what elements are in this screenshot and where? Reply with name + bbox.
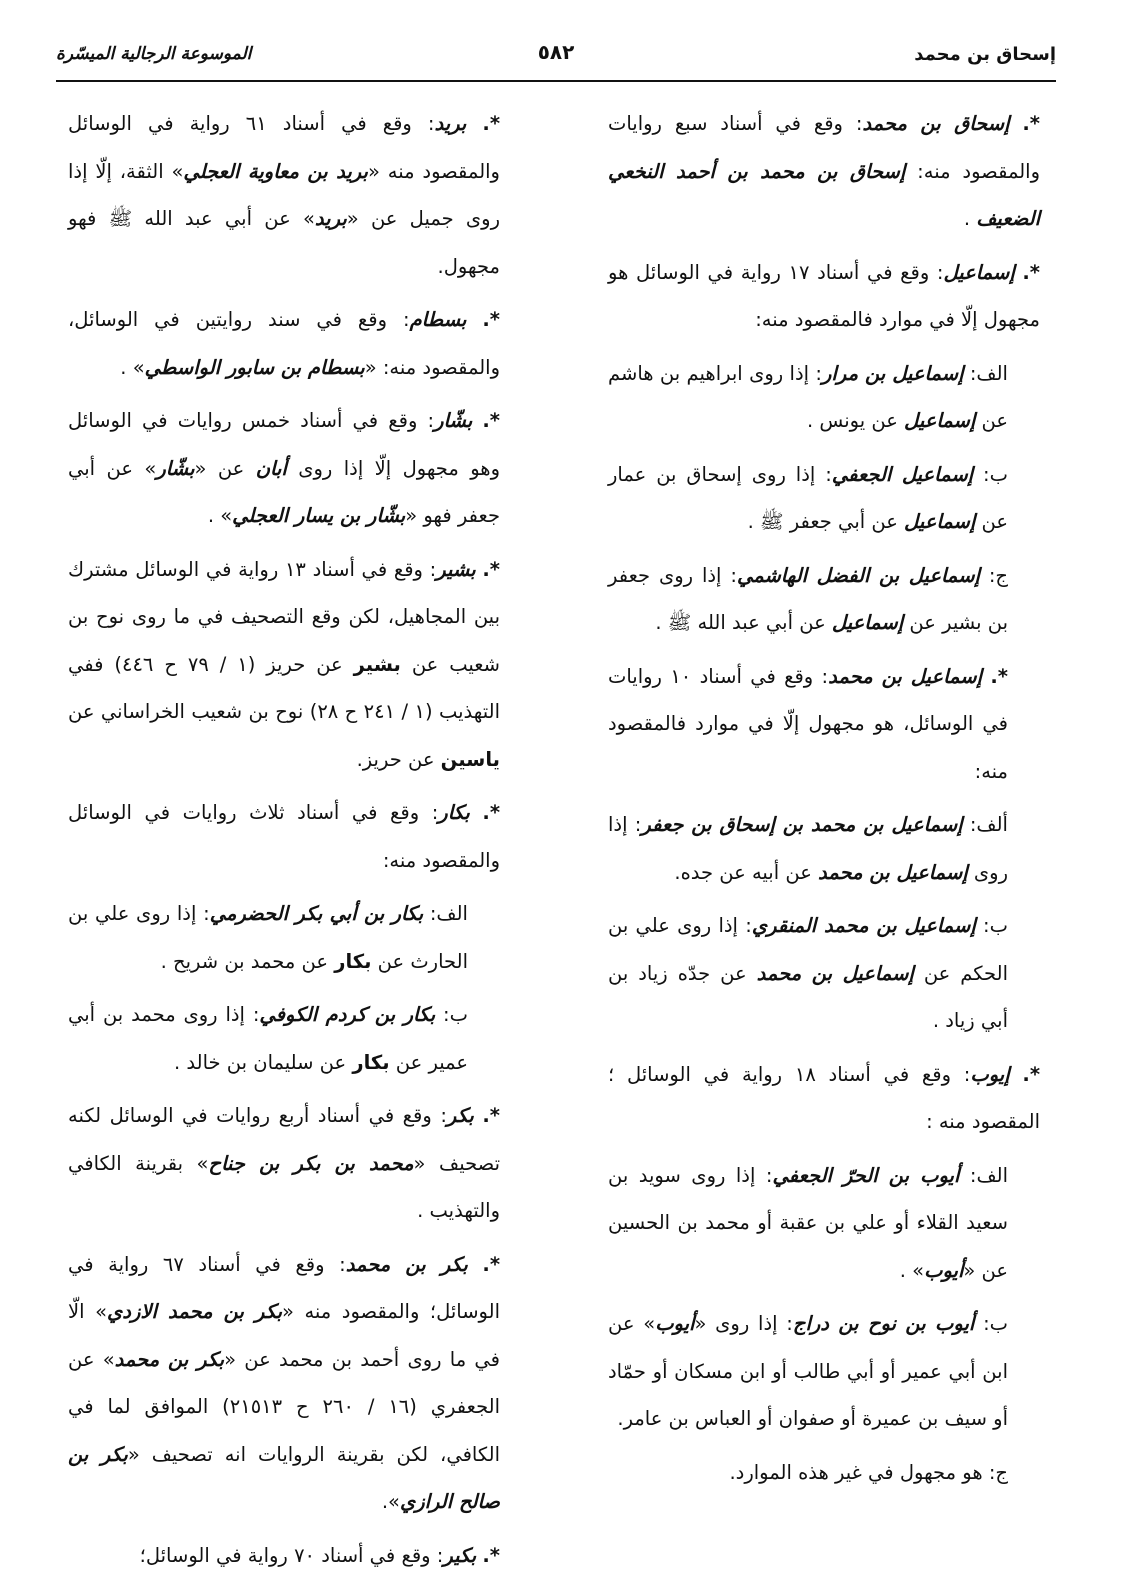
entry-headword: بكر بن محمد (345, 1252, 468, 1276)
subentry-ayyub-alif (608, 1152, 1008, 1295)
subentry-ismail-jim (608, 552, 1008, 647)
entry-bullet: *. (482, 801, 501, 824)
entry-bullet: *. (1022, 260, 1040, 284)
subentry-text: : إذا روى علي بن الحارث عن (68, 902, 468, 973)
subentry-text: : إذا روى « (694, 1312, 793, 1335)
running-head-left: الموسوعة الرجالية الميسّرة (56, 44, 252, 64)
entry-bakr (68, 1092, 500, 1235)
subentry-bakkar-ba (68, 991, 468, 1086)
subentry-ayyub-ba (608, 1300, 1008, 1443)
entry-reference: بريد (314, 207, 347, 230)
entry-bullet: *. (990, 664, 1008, 688)
entry-ayyub (608, 1051, 1040, 1146)
subentry-reference: بكار (334, 949, 372, 973)
subentry-reference: أيوب (924, 1258, 964, 1282)
subentry-text: : إذا روى جعفر بن بشير عن (608, 563, 1008, 634)
entry-text: : وقع في سند روايتين في الوسائل، والمقصود منه: « (68, 308, 500, 379)
right-column (608, 100, 1040, 1502)
subentry-reference: بكار (352, 1050, 390, 1074)
subentry-ayyub-jim (608, 1449, 1008, 1497)
subentry-ismail-ba (608, 451, 1008, 546)
running-head-right: إسحاق بن محمد (914, 44, 1056, 65)
subentry-reference: أيوب (655, 1312, 695, 1335)
subentry-tag: ب: (435, 1003, 468, 1026)
subentry-tag: الف: (423, 902, 468, 925)
entry-text: » عن أبي جعفر فهو « (68, 456, 500, 527)
subentry-headword: إسماعيل بن محمد بن إسحاق بن جعفر (641, 813, 963, 836)
entry-reference: بشّار (156, 456, 195, 480)
subentry-ismail-muhammad-ba (608, 902, 1008, 1045)
subentry-tag: ب: (974, 1312, 1009, 1335)
entry-ismail (608, 249, 1040, 344)
subentry-reference: إسماعيل بن محمد (818, 860, 968, 884)
entry-bashshar (68, 397, 500, 540)
subentry-tag: الف: (963, 361, 1008, 385)
entry-bullet: *. (482, 1104, 500, 1127)
subentry-reference: إسماعيل بن محمد (756, 961, 914, 985)
left-column (68, 100, 500, 1585)
entry-reference: أبان (255, 456, 287, 480)
subentry-text: » عن ابن أبي عمير أو أبي طالب أو ابن مسكان أو حمّاد أو سيف بن عميرة أو صفوان أو العباس بن عامر. (608, 1312, 1008, 1430)
entry-headword: بريد (434, 112, 467, 135)
entry-bullet: *. (1022, 1062, 1041, 1086)
entry-text: » . (207, 504, 233, 527)
entry-headword: بكار (438, 801, 470, 824)
entry-text: : وقع في أسناد ١٣ رواية في الوسائل مشترك بين المجاهيل، لكن وقع التصحيف في ما روى نوح بن شعيب عن (68, 557, 501, 676)
subentry-tag: ب: (973, 462, 1008, 486)
entry-reference: إسحاق بن محمد بن أحمد النخعي الضعيف (608, 159, 1040, 230)
entry-reference: بسطام بن سابور الواسطي (144, 355, 365, 379)
entry-bakkar (68, 789, 500, 884)
subentry-text: : إذا روى علي بن الحكم عن (608, 914, 1008, 985)
subentry-tag: ب: (975, 914, 1008, 937)
entry-text: : وقع في أسناد ٦١ رواية في الوسائل والمقصود منه « (68, 112, 500, 183)
page-header (56, 30, 1056, 82)
entry-ishaq-bin-muhammad (608, 100, 1040, 243)
subentry-ismail-muhammad-alif (608, 801, 1008, 896)
entry-burayd (68, 100, 500, 290)
subentry-ismail-alif (608, 350, 1008, 445)
entry-text: » عن أبي عبد الله ﷺ فهو مجهول. (68, 207, 500, 278)
entry-reference: بكر بن محمد الازدي (107, 1300, 283, 1323)
entry-headword: إسحاق بن محمد (862, 112, 1010, 135)
entry-text: عن حريز. (356, 747, 441, 771)
entry-bakr-bin-muhammad (68, 1241, 500, 1526)
subentry-headword: بكار بن كردم الكوفي (259, 1003, 436, 1026)
page-number: ٥٨٢ (537, 40, 575, 64)
entry-text: » . (120, 355, 145, 379)
entry-bullet: *. (482, 409, 500, 432)
entry-text: » الّا في ما روى أحمد بن محمد عن « (68, 1300, 500, 1371)
subentry-headword: بكار بن أبي بكر الحضرمي (209, 902, 424, 925)
entry-text: ». (381, 1490, 400, 1513)
subentry-tag: ج: (982, 1460, 1008, 1484)
entry-headword: إسماعيل بن محمد (828, 664, 983, 688)
subentry-text: عن أبيه عن جده. (674, 860, 819, 884)
entry-headword: بشّار (434, 409, 473, 432)
entry-text: عن « (194, 456, 256, 480)
entry-bullet: *. (482, 1543, 500, 1567)
subentry-headword: إسماعيل بن الفضل الهاشمي (736, 563, 980, 587)
subentry-text: » . (899, 1258, 925, 1282)
entry-text: : وقع في أسناد خمس روايات في الوسائل وهو مجهول إلّا إذا روى (68, 409, 501, 480)
entry-headword: إيوب (970, 1062, 1010, 1086)
entry-text: : وقع في أسناد سبع روايات والمقصود منه: (608, 112, 1040, 183)
entry-headword: إسماعيل (943, 260, 1015, 284)
subentry-reference: إسماعيل (904, 409, 976, 432)
entry-text: : وقع في أسناد ١٨ رواية في الوسائل ؛ المقصود منه : (608, 1062, 1040, 1133)
entry-text: عن حريز (١ / ٧٩ ح ٤٤٦) ففي التهذيب (١ / ٢٤١ ح ٢٨) نوح بن شعيب الخراساني عن (68, 652, 500, 723)
entry-text: . (963, 207, 977, 230)
subentry-tag: الف: (959, 1163, 1008, 1187)
subentry-text: عن سليمان بن خالد . (174, 1050, 353, 1074)
entry-reference: بكر بن محمد (114, 1347, 225, 1371)
entry-bullet: *. (482, 112, 501, 135)
entry-reference: ياسين (440, 747, 500, 771)
subentry-text: : إذا روى ابراهيم بن هاشم عن (608, 361, 1008, 432)
entry-headword: بشير (436, 557, 476, 581)
subentry-text: : إذا روى (608, 813, 1008, 884)
subentry-tag: ألف: (962, 813, 1008, 836)
entry-headword: بكير (443, 1543, 477, 1567)
entry-text: » الثقة، إلّا إذا روى جميل عن « (68, 159, 500, 230)
subentry-bakkar-alif (68, 890, 468, 985)
subentry-headword: إسماعيل الجعفي (831, 462, 974, 486)
subentry-text: عن محمد بن شريح . (160, 949, 335, 973)
entry-headword: بكر (446, 1104, 474, 1127)
entry-bukayr (68, 1532, 500, 1580)
subentry-text: : إذا روى إسحاق بن عمار عن (608, 462, 1008, 533)
subentry-text: عن جدّه زياد بن أبي زياد . (608, 961, 1008, 1032)
entry-text: : وقع في أسناد ١٧ رواية في الوسائل هو مجهول إلّا في موارد فالمقصود منه: (608, 260, 1040, 331)
entry-ismail-bin-muhammad (608, 653, 1008, 796)
entry-text: : وقع في أسناد أربع روايات في الوسائل لكنه تصحيف « (68, 1104, 500, 1175)
entry-headword: بسطام (409, 308, 467, 331)
entry-bullet: *. (482, 1252, 501, 1276)
entry-reference: بشّار بن يسار العجلي (232, 504, 406, 527)
entry-reference: محمد بن بكر بن جناح (208, 1151, 414, 1175)
subentry-text: : إذا روى محمد بن أبي عمير عن (68, 1003, 468, 1074)
entry-bullet: *. (1022, 112, 1040, 135)
subentry-reference: إسماعيل (831, 611, 904, 634)
entry-text: » عن الجعفري (١٦ / ٢٦٠ ح ٢١٥١٣) الموافق لما في الكافي، لكن بقرينة الروايات انه تصحيف « (68, 1347, 501, 1466)
subentry-headword: أيوب بن الحرّ الجعفي (772, 1163, 960, 1187)
entry-text: : وقع في أسناد ١٠ روايات في الوسائل، هو مجهول إلّا في موارد فالمقصود منه: (608, 664, 1008, 783)
entry-text: : وقع في أسناد ٧٠ رواية في الوسائل؛ (139, 1543, 444, 1567)
entry-bullet: *. (482, 308, 500, 331)
entry-bashir (68, 546, 500, 784)
entry-reference: بكر بن صالح الرازي (68, 1442, 500, 1513)
subentry-headword: أيوب بن نوح بن دراج (792, 1312, 975, 1335)
entry-bullet: *. (482, 557, 500, 581)
subentry-text: هو مجهول في غير هذه الموارد. (729, 1460, 983, 1484)
subentry-text: عن يونس . (806, 409, 905, 432)
subentry-text: : إذا روى سويد بن سعيد القلاء أو علي بن عقبة أو محمد بن الحسين عن « (608, 1163, 1008, 1282)
entry-reference: بريد بن معاوية العجلي (183, 159, 368, 183)
subentry-headword: إسماعيل بن مرار (822, 361, 964, 385)
entry-reference: بشير (353, 652, 401, 676)
subentry-text: عن أبي جعفر ﷺ . (747, 510, 905, 533)
subentry-headword: إسماعيل بن محمد المنقري (751, 914, 976, 937)
subentry-tag: ج: (979, 563, 1008, 587)
subentry-text: عن أبي عبد الله ﷺ . (655, 611, 832, 634)
entry-text: » بقرينة الكافي والتهذيب . (68, 1151, 500, 1222)
entry-text: : وقع في أسناد ثلاث روايات في الوسائل والمقصود منه: (68, 801, 500, 872)
entry-bistam (68, 296, 500, 391)
subentry-reference: إسماعيل (904, 510, 976, 533)
entry-text: : وقع في أسناد ٦٧ رواية في الوسائل؛ والمقصود منه « (68, 1252, 500, 1323)
